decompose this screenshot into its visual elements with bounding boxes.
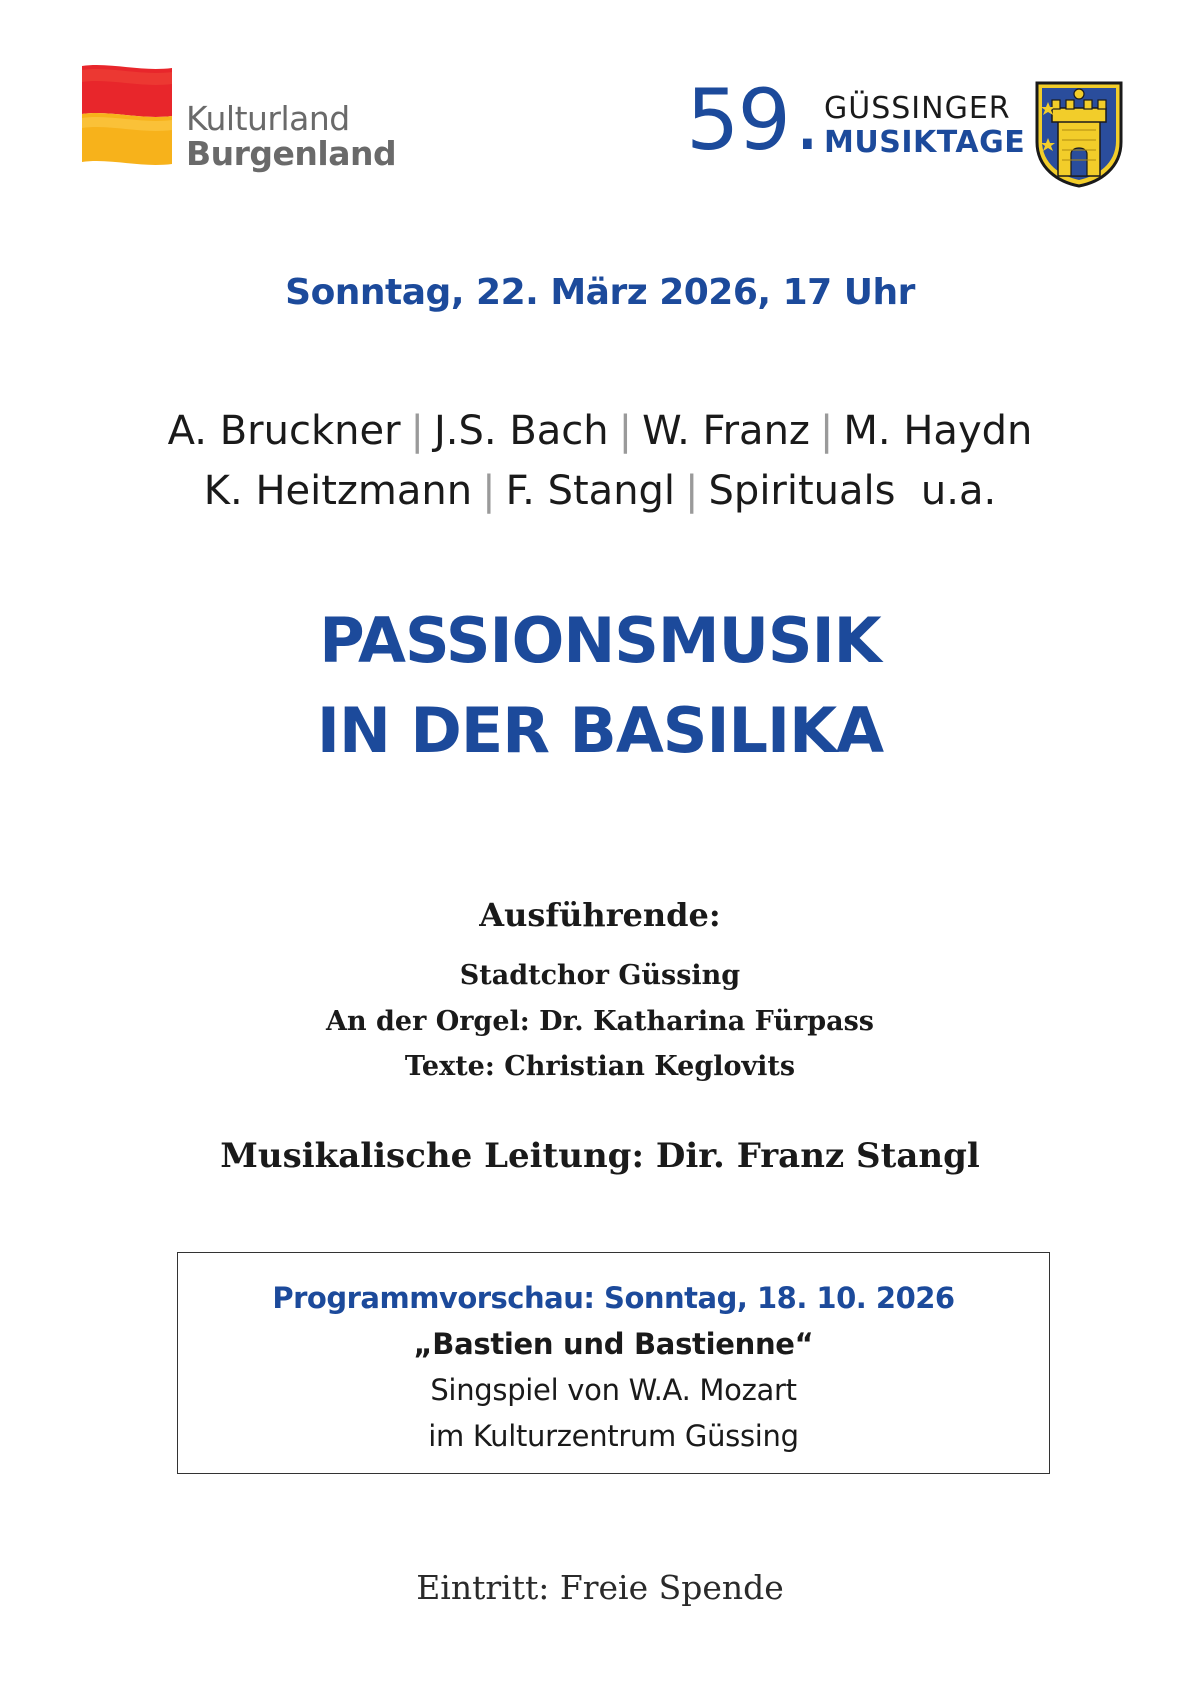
composer-name: W. Franz — [642, 408, 810, 454]
edition-dot: . — [794, 71, 821, 169]
separator: | — [482, 468, 496, 514]
composer-name: J.S. Bach — [434, 408, 609, 454]
logo-text-guessinger: GÜSSINGER — [824, 91, 1011, 126]
preview-heading: Programmvorschau: Sonntag, 18. 10. 2026 — [272, 1281, 955, 1315]
preview-title: „Bastien und Bastienne“ — [413, 1327, 814, 1361]
composers-line-2 — [0, 468, 1200, 514]
composer-name: K. Heitzmann — [203, 468, 473, 514]
composer-name: A. Bruckner — [167, 408, 401, 454]
kulturland-burgenland-logo — [80, 64, 400, 184]
composer-name: M. Haydn — [843, 408, 1033, 454]
composer-name: F. Stangl — [505, 468, 676, 514]
separator: | — [819, 408, 834, 454]
admission-note: Eintritt: Freie Spende — [416, 1568, 784, 1607]
burgenland-flag-icon — [80, 64, 180, 172]
guessinger-musiktage-logo — [686, 71, 1126, 196]
event-date-time: Sonntag, 22. März 2026, 17 Uhr — [285, 272, 915, 313]
event-title-line-1: PASSIONSMUSIK — [319, 604, 881, 677]
performer-item: Texte: Christian Keglovits — [404, 1051, 796, 1082]
preview-venue: im Kulturzentrum Güssing — [428, 1419, 799, 1453]
event-title-line-2: IN DER BASILIKA — [316, 694, 884, 767]
program-preview-box — [177, 1252, 1050, 1474]
composers-line-1 — [0, 408, 1200, 454]
musical-direction: Musikalische Leitung: Dir. Franz Stangl — [220, 1136, 980, 1176]
separator: | — [685, 468, 699, 514]
town-crest-icon — [1034, 80, 1124, 188]
performer-item: An der Orgel: Dr. Katharina Fürpass — [326, 1006, 874, 1037]
performers-heading: Ausführende: — [479, 896, 721, 934]
edition-number: 59 — [686, 71, 789, 169]
preview-description: Singspiel von W.A. Mozart — [430, 1373, 797, 1407]
separator: | — [618, 408, 633, 454]
separator: | — [410, 408, 424, 454]
composer-name: Spirituals u.a. — [708, 468, 997, 514]
logo-text-burgenland: Burgenland — [186, 134, 397, 173]
performer-item: Stadtchor Güssing — [459, 960, 741, 991]
logo-text-kulturland: Kulturland — [186, 99, 350, 138]
logo-text-musiktage: MUSIKTAGE — [824, 125, 1026, 160]
